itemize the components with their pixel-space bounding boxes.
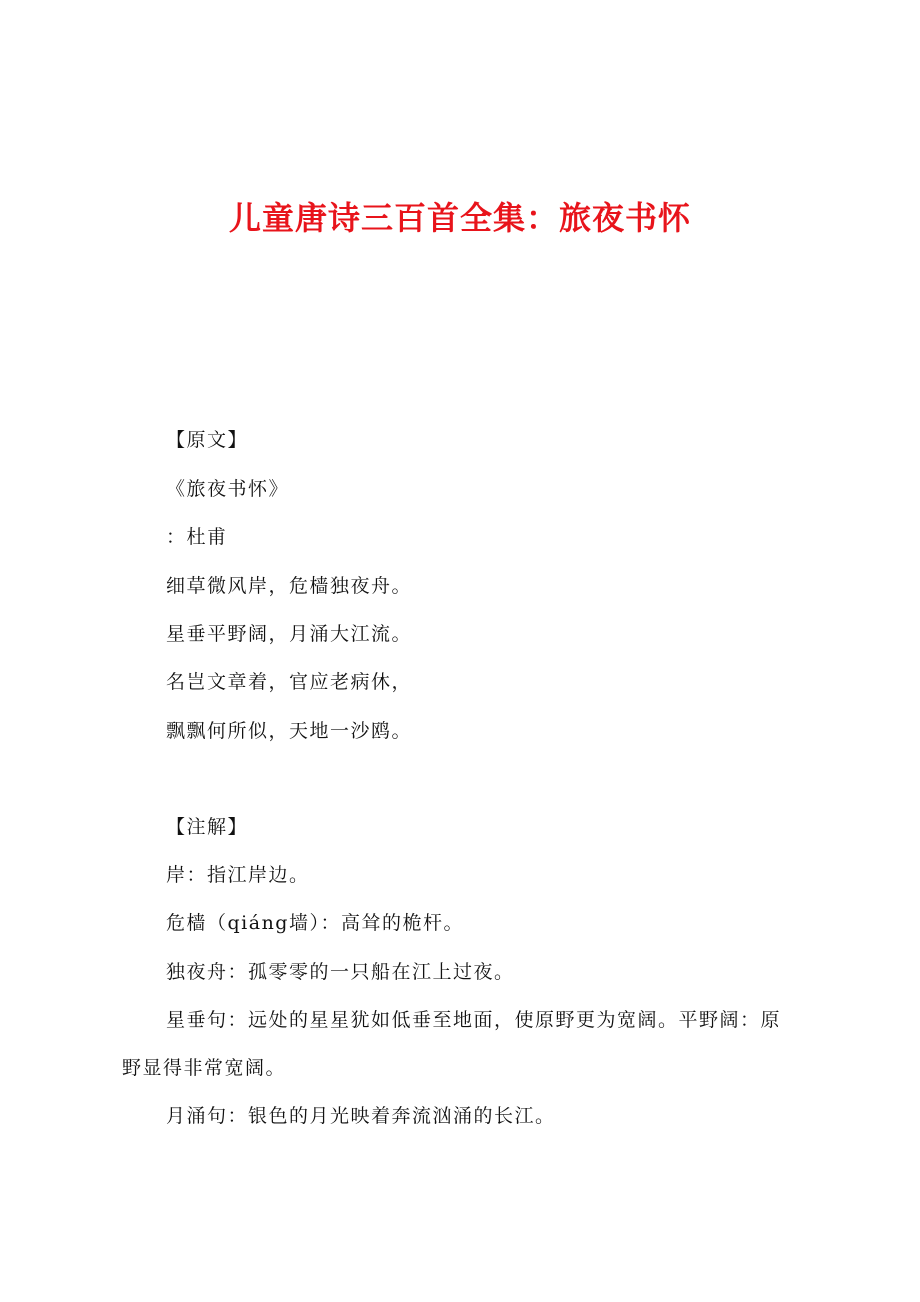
poem-line: 飘飘何所似，天地一沙鸥。 (166, 720, 413, 742)
note-item: 危樯（qiáng墙）：高耸的桅杆。 (166, 912, 464, 934)
page-title: 儿童唐诗三百首全集：旅夜书怀 (228, 199, 691, 237)
note-item: 星垂句：远处的星星犹如低垂至地面，使原野更为宽阔。平野阔：原 (166, 1009, 782, 1031)
poem-author: ：杜甫 (166, 526, 228, 548)
section-heading-notes: 【注解】 (166, 816, 249, 838)
note-item: 月涌句：银色的月光映着奔流汹涌的长江。 (166, 1105, 556, 1127)
note-item: 岸：指江岸边。 (166, 864, 310, 886)
poem-line: 名岂文章着，官应老病休， (166, 671, 413, 693)
note-item-continued: 野显得非常宽阔。 (122, 1057, 287, 1079)
note-item: 独夜舟：孤零零的一只船在江上过夜。 (166, 961, 515, 983)
poem-line: 细草微风岸，危樯独夜舟。 (166, 575, 413, 597)
section-heading-original: 【原文】 (166, 429, 249, 451)
poem-title: 《旅夜书怀》 (166, 478, 290, 500)
poem-line: 星垂平野阔，月涌大江流。 (166, 623, 413, 645)
